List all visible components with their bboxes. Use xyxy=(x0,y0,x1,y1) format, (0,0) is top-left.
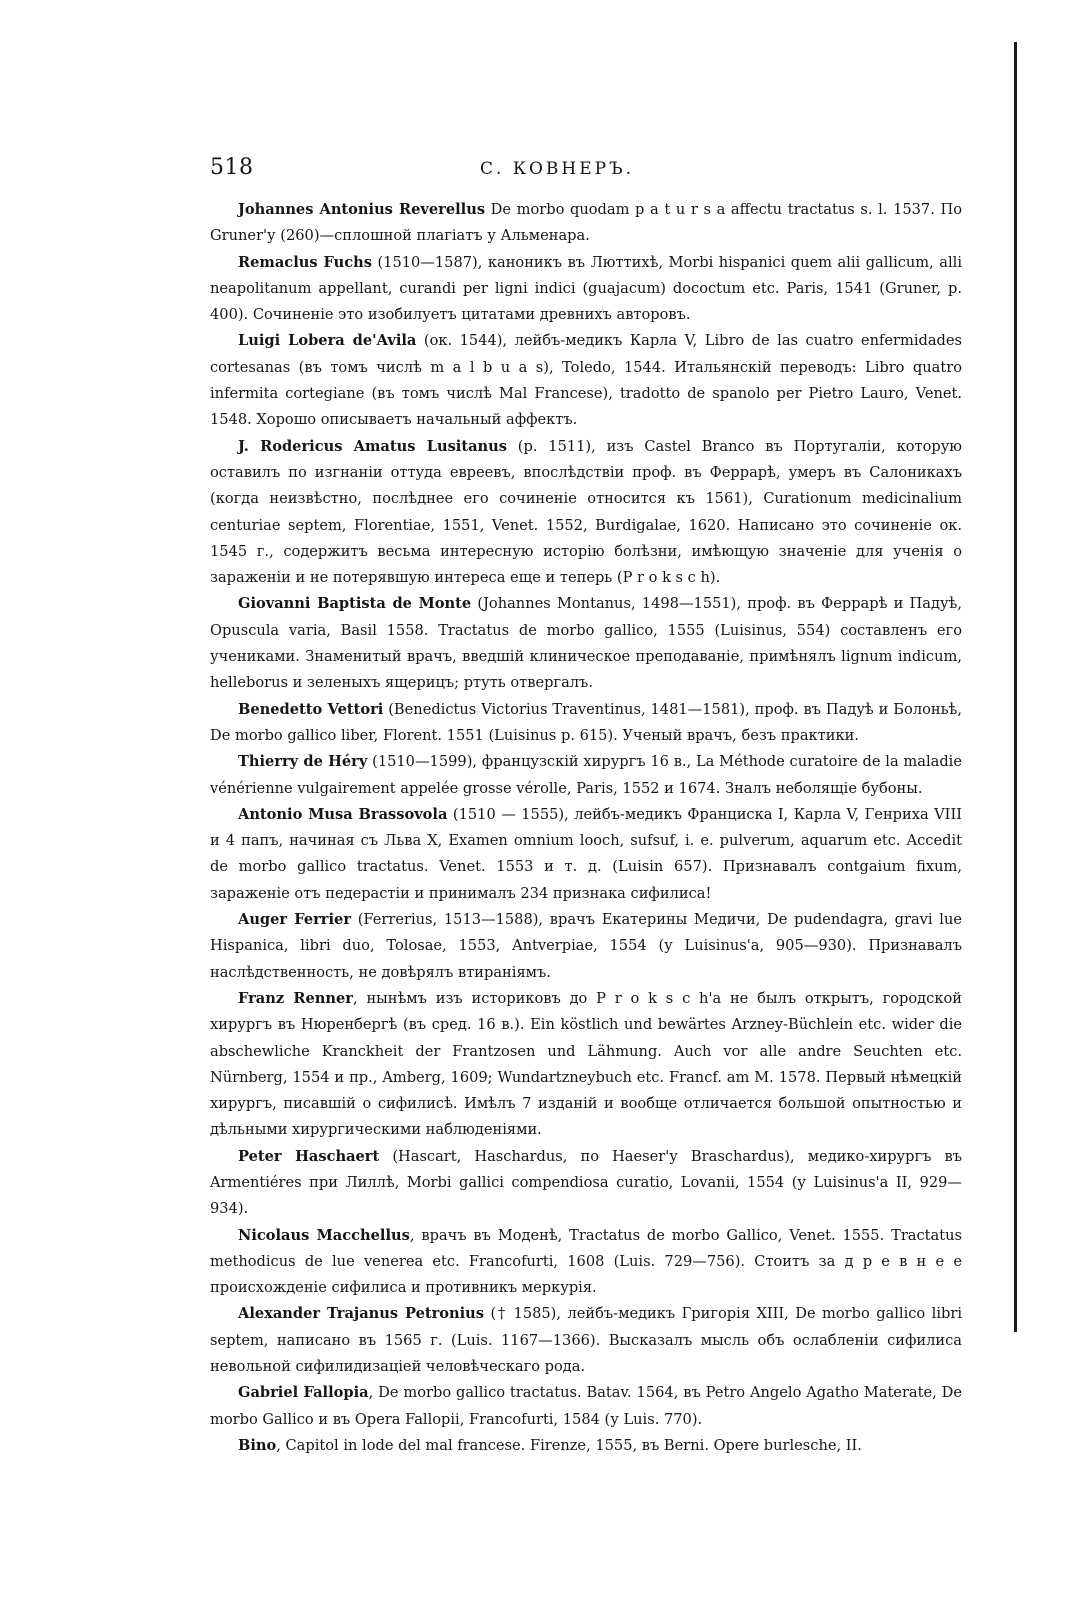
entry-haschaert xyxy=(210,1144,962,1223)
entry-author: Auger Ferrier xyxy=(238,911,352,929)
entry-text: (1510—1599), французскій хирургъ 16 в., La Méthode curatoire de la maladie vénérienne vulgairement appelée grosse vérolle, Paris, 1552 и 1674. Зналъ неболящіе бубоны. xyxy=(210,753,962,797)
entry-monte xyxy=(210,591,962,696)
entry-text: (ок. 1544), лейбъ-медикъ Карла V, Libro de las cuatro enfermidades cortesanas (въ томъ числѣ m a l b u a s), Toledo, 1544. Итальянскій переводъ: Libro quatro infermita cortegiane (въ томъ числѣ Mal Francese), tradotto de spanolo per Pietro Lauro, Venet. 1548. Хорошо описываетъ начальный аффектъ. xyxy=(210,332,963,429)
entry-renner xyxy=(210,986,962,1144)
entry-author: Giovanni Baptista de Monte xyxy=(238,595,472,613)
entry-author: J. Rodericus Amatus Lusitanus xyxy=(238,437,507,455)
entry-vettori xyxy=(210,697,962,750)
entry-fuchs xyxy=(210,250,962,329)
entry-text: (Johannes Montanus, 1498—1551), проф. въ Феррарѣ и Падуѣ, Opuscula varia, Basil 1558. Tractatus de morbo gallico, 1555 (Luisinus, 554) составленъ его учениками. Знаменитый врачъ, введшій клиническое преподаваніе, примѣнялъ lignum indicum, helleborus и зеленыхъ ящерицъ; ртуть отвергалъ. xyxy=(210,595,962,692)
entry-author: Antonio Musa Brassovola xyxy=(238,805,448,823)
entry-text: (1510—1587), каноникъ въ Люттихѣ, Morbi hispanici quem alii gallicum, alli neapolitanum appellant, curandi per ligni indici (guajacum) dococtum etc. Paris, 1541 (Gruner, p. 400). Сочиненіе это изобилуетъ цитатами древнихъ авторовъ. xyxy=(210,253,962,324)
running-title: С. КОВНЕРЪ. xyxy=(480,159,634,179)
entry-macchellus xyxy=(210,1223,962,1302)
entry-author: Franz Renner xyxy=(238,989,353,1007)
entry-author: Thierry de Héry xyxy=(238,753,368,771)
entry-text: , Capitol in lode del mal francese. Firenze, 1555, въ Berni. Opere burlesche, II. xyxy=(276,1436,862,1454)
entry-fallopia xyxy=(210,1380,962,1433)
entry-text: , врачъ въ Моденѣ, Tractatus de morbo Gallico, Venet. 1555. Tractatus methodicus de lue venerea etc. Francofurti, 1608 (Luis. 729—756). Стоитъ за д р е в н е е происхожденіе сифилиса и противникъ меркурія. xyxy=(210,1226,962,1297)
entry-author: Peter Haschaert xyxy=(238,1147,380,1165)
entry-author: Johannes Antonius Reverellus xyxy=(238,201,486,218)
entry-reverellus xyxy=(210,197,962,250)
entry-author: Remaclus Fuchs xyxy=(238,253,372,271)
entry-text: De morbo quodam p a t u r s a affectu tractatus s. l. 1537. По Gruner'у (260)—сплошной плагiатъ у Альменара. xyxy=(210,201,962,245)
entry-author: Benedetto Vettori xyxy=(238,700,384,718)
entry-petronius xyxy=(210,1301,962,1380)
entry-text: , De morbo gallico tractatus. Batav. 1564, въ Petro Angelo Agatho Materate, De morbo Gallico и въ Opera Fallopii, Francofurti, 1584 (у Luis. 770). xyxy=(210,1384,963,1428)
entry-hery xyxy=(210,749,962,802)
entry-bino xyxy=(210,1433,962,1459)
entry-text: (Benedictus Victorius Traventinus, 1481—1581), проф. въ Падуѣ и Болоньѣ, De morbo gallico liber, Florent. 1551 (Luisinus p. 615). Ученый врачъ, безъ практики. xyxy=(210,700,962,744)
page-header xyxy=(210,155,962,185)
entry-text: (1510 — 1555), лейбъ-медикъ Франциска I, Карла V, Генриха VIII и 4 папъ, начиная съ Льва X, Examen omnium looch, sufsuf, i. e. pulverum, aquarum etc. Accedit de morbo gallico tractatus. Venet. 1553 и т. д. (Luisin 657). Признавалъ contgaium fixum, зараженіе отъ педерастіи и принималъ 234 признака сифилиса! xyxy=(210,805,962,902)
margin-rule xyxy=(1014,42,1017,1332)
entry-brassovola xyxy=(210,802,962,907)
entry-text: (р. 1511), изъ Castel Branco въ Португаліи, которую оставилъ по изгнаніи оттуда евреевъ, впослѣдствіи проф. въ Феррарѣ, умеръ въ Салоникахъ (когда неизвѣстно, послѣднее его сочиненіе относится къ 1561), Curationum medicinalium centuriae septem, Florentiae, 1551, Venet. 1552, Burdigalae, 1620. Написано это сочиненіе ок. 1545 г., содержитъ весьма интересную исторію болѣзни, имѣющую значеніе для ученія о зараженіи и не потерявшую интереса еще и теперь (P r o k s c h). xyxy=(210,437,962,587)
entry-text: (Hascart, Haschardus, по Haeser'у Braschardus), медико-хирургъ въ Armentiéres при Лиллѣ, Morbi gallici compendiosa curatio, Lovanii, 1554 (у Luisinus'а II, 929—934). xyxy=(210,1147,962,1218)
entry-text: († 1585), лейбъ-медикъ Григорія XIII, De morbo gallico libri septem, написано въ 1565 г. (Luis. 1167—1366). Высказалъ мысль объ ослабленіи сифилиса невольной сифилидизаціей человѣческаго рода. xyxy=(210,1305,962,1376)
entry-text: , нынѣмъ изъ историковъ до P r o k s c h'а не былъ открытъ, городской хирургъ въ Нюренбергѣ (въ сред. 16 в.). Ein köstlich und bewärtes Arzney-Büchlein etc. wider die abschewliche Kranckheit der Frantzosen und Lähmung. Auch vor alle andre Seuchten etc. Nürnberg, 1554 и пр., Amberg, 1609; Wundartzneybuch etc. Francf. am M. 1578. Первый нѣмецкій хирургъ, писавшій о сифилисѣ. Имѣлъ 7 изданій и вообще отличается большой опытностью и дѣльными хирургическими наблюденіями. xyxy=(210,989,962,1139)
page-body xyxy=(210,197,962,1459)
entry-author: Alexander Trajanus Petronius xyxy=(238,1305,485,1323)
page-number: 518 xyxy=(210,155,254,180)
entry-author: Bino xyxy=(238,1436,277,1454)
entry-text: (Ferrerius, 1513—1588), врачъ Екатерины Медичи, De pudendagra, gravi lue Hispanica, libri duo, Tolosae, 1553, Antverpiae, 1554 (у Luisinus'а, 905—930). Признавалъ наслѣдственность, не довѣрялъ втиранiямъ. xyxy=(210,911,962,981)
entry-amatus xyxy=(210,434,962,592)
entry-lobera xyxy=(210,328,962,433)
entry-author: Gabriel Fallopia xyxy=(238,1384,369,1402)
entry-author: Luigi Lobera de'Avila xyxy=(238,332,417,350)
entry-ferrier xyxy=(210,907,962,986)
entry-author: Nicolaus Macchellus xyxy=(238,1226,410,1244)
